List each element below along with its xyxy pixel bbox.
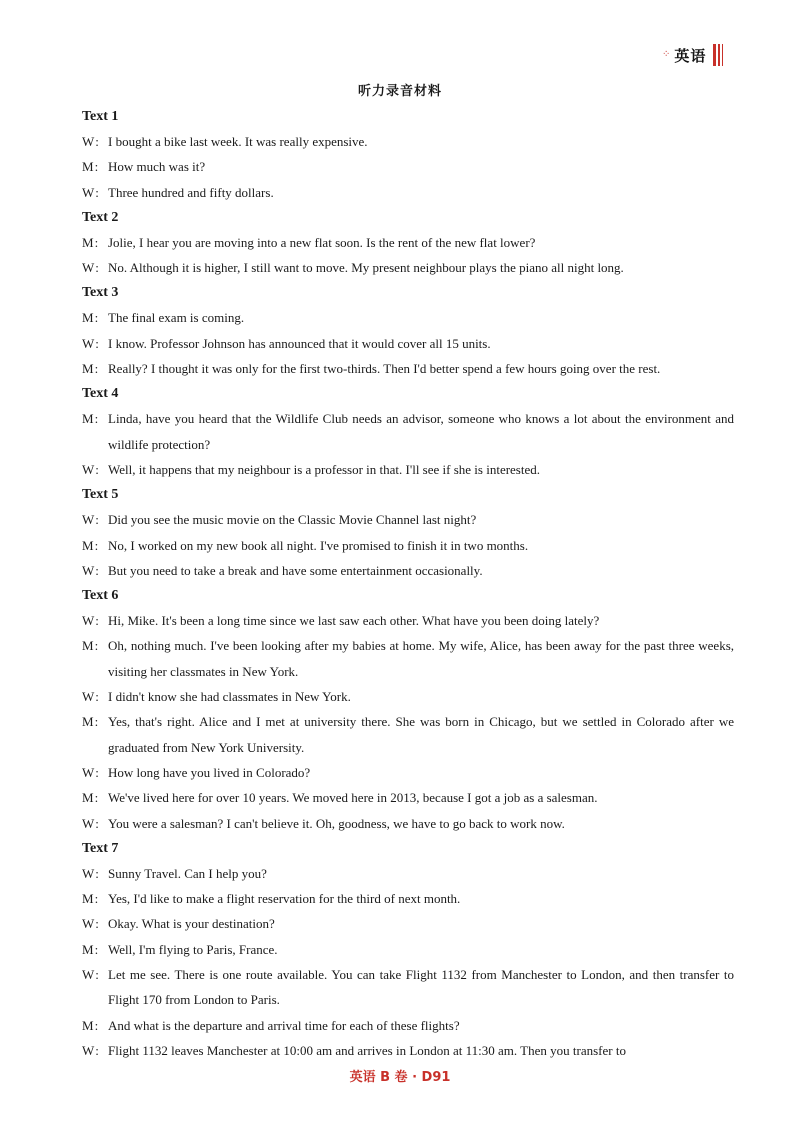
dialogue-line [82, 886, 734, 911]
speaker-name: W [82, 461, 95, 477]
speaker-label: M: [82, 638, 99, 654]
speaker-label: W: [82, 335, 99, 351]
section-heading: Text 2 [82, 209, 119, 225]
transcript-section [82, 381, 734, 482]
line-text: Really? I thought it was only for the first two-thirds. Then I'd better spend a few hours going over the rest. [108, 361, 661, 377]
speaker-name: W [82, 335, 95, 351]
dialogue-line [82, 154, 734, 179]
dialogue-line [82, 861, 734, 886]
speaker-label: W: [82, 184, 99, 200]
speaker-name: W [82, 865, 95, 881]
speaker-name: W [82, 764, 95, 780]
line-text: How long have you lived in Colorado? [108, 764, 311, 780]
dialogue-line [82, 760, 734, 785]
page-title: 听力录音材料 [357, 84, 442, 99]
line-text: Hi, Mike. It's been a long time since we last saw each other. What have you been doing lately? [108, 613, 600, 629]
line-text: Well, I'm flying to Paris, France. [108, 941, 278, 957]
line-text: Okay. What is your destination? [108, 916, 275, 932]
speaker-name: M [82, 361, 94, 377]
line-text: Well, it happens that my neighbour is a professor in that. I'll see if she is interested. [108, 461, 541, 477]
speaker-label: W: [82, 764, 99, 780]
speaker-name: M [82, 234, 94, 250]
dialogue-line [82, 709, 734, 760]
speaker-label: W: [82, 689, 99, 705]
dialogue-line [82, 911, 734, 936]
section-heading: Text 4 [82, 386, 119, 402]
speaker-name: W [82, 815, 95, 831]
dialogue-line [82, 811, 734, 836]
line-text: I know. Professor Johnson has announced that it would cover all 15 units. [108, 335, 491, 351]
speaker-label: W: [82, 260, 99, 276]
speaker-label: M: [82, 1017, 99, 1033]
transcript-section [82, 482, 734, 583]
dialogue-line [82, 457, 734, 482]
line-text: Three hundred and fifty dollars. [108, 184, 274, 200]
section-heading: Text 6 [82, 588, 119, 604]
speaker-label: W: [82, 134, 99, 149]
dialogue-line [82, 1013, 734, 1038]
speaker-label: M: [82, 790, 99, 806]
subject-label: 英语 [674, 46, 707, 65]
speaker-name: W [82, 260, 95, 276]
line-text: Sunny Travel. Can I help you? [108, 865, 267, 881]
line-text: And what is the departure and arrival time for each of these flights? [108, 1017, 460, 1033]
speaker-name: W [82, 613, 95, 629]
dialogue-line [82, 558, 734, 583]
speaker-name: W [82, 134, 95, 149]
dialogue-line [82, 1038, 734, 1063]
speaker-name: M [82, 638, 94, 654]
dialogue-line [82, 533, 734, 558]
transcript-section [82, 583, 734, 836]
line-text: Yes, I'd like to make a flight reservation for the third of next month. [108, 891, 461, 907]
speaker-name: W [82, 184, 95, 200]
dialogue-line [82, 180, 734, 205]
line-text: The final exam is coming. [108, 310, 245, 326]
dialogue-line [82, 785, 734, 810]
line-text: Flight 1132 leaves Manchester at 10:00 am and arrives in London at 11:30 am. Then you transfer to [108, 1042, 626, 1058]
line-text: But you need to take a break and have some entertainment occasionally. [108, 562, 483, 578]
subject-tab [662, 44, 723, 66]
transcript-section [82, 836, 734, 1063]
line-text: You were a salesman? I can't believe it. Oh, goodness, we have to go back to work now. [108, 815, 565, 831]
line-text: Let me see. There is one route available. You can take Flight 1132 from Manchester to London, and then transfer to Flight 170 from London to Paris. [108, 967, 734, 1008]
speaker-label: W: [82, 613, 99, 629]
speaker-name: M [82, 1017, 94, 1033]
speaker-label: M: [82, 310, 99, 326]
line-text: I didn't know she had classmates in New York. [108, 689, 351, 705]
line-text: Oh, nothing much. I've been looking after my babies at home. My wife, Alice, has been away for the past three weeks, visiting her classmates in New York. [108, 638, 734, 679]
transcript-section [82, 205, 734, 281]
line-text: Linda, have you heard that the Wildlife Club needs an advisor, someone who knows a lot about the environment and wildlife protection? [108, 411, 734, 452]
line-text: We've lived here for over 10 years. We moved here in 2013, because I got a job as a salesman. [108, 790, 598, 806]
section-heading: Text 7 [82, 840, 119, 856]
speaker-label: M: [82, 361, 99, 377]
dialogue-line [82, 507, 734, 532]
transcript-section [82, 280, 734, 381]
speaker-name: W [82, 967, 95, 983]
speaker-name: M [82, 310, 94, 326]
speaker-name: W [82, 512, 95, 528]
speaker-name: M [82, 537, 94, 553]
line-text: I bought a bike last week. It was really expensive. [108, 134, 368, 149]
tab-bars-icon [713, 44, 723, 66]
transcript-content [82, 104, 734, 1063]
speaker-label: W: [82, 512, 99, 528]
speaker-label: M: [82, 234, 99, 250]
dialogue-line [82, 129, 734, 154]
speaker-name: M [82, 790, 94, 806]
speaker-name: M [82, 714, 94, 730]
speaker-name: W [82, 689, 95, 705]
speaker-name: M [82, 159, 94, 175]
line-text: No. Although it is higher, I still want to move. My present neighbour plays the piano all night long. [108, 260, 624, 276]
dialogue-line [82, 937, 734, 962]
dialogue-line [82, 305, 734, 330]
speaker-label: W: [82, 865, 99, 881]
speaker-label: M: [82, 159, 99, 175]
speaker-label: M: [82, 891, 99, 907]
speaker-label: W: [82, 815, 99, 831]
speaker-label: M: [82, 411, 99, 427]
dialogue-line [82, 633, 734, 684]
speaker-name: M [82, 941, 94, 957]
line-text: How much was it? [108, 159, 206, 175]
dialogue-line [82, 356, 734, 381]
speaker-label: W: [82, 562, 99, 578]
dialogue-line [82, 331, 734, 356]
section-heading: Text 5 [82, 487, 119, 503]
speaker-label: W: [82, 967, 99, 983]
speaker-label: M: [82, 941, 99, 957]
section-heading: Text 1 [82, 109, 119, 124]
speaker-label: M: [82, 714, 99, 730]
speaker-label: W: [82, 461, 99, 477]
speaker-label: W: [82, 916, 99, 932]
speaker-name: W [82, 562, 95, 578]
speaker-name: W [82, 916, 95, 932]
dialogue-line [82, 255, 734, 280]
line-text: Jolie, I hear you are moving into a new flat soon. Is the rent of the new flat lower? [108, 234, 536, 250]
dialogue-line [82, 406, 734, 457]
dialogue-line [82, 608, 734, 633]
transcript-section [82, 104, 734, 205]
dialogue-line [82, 230, 734, 255]
speaker-name: M [82, 891, 94, 907]
dialogue-line [82, 684, 734, 709]
speaker-name: M [82, 411, 94, 427]
line-text: No, I worked on my new book all night. I've promised to finish it in two months. [108, 537, 529, 553]
page-footer: 英语 B 卷 · D91 [349, 1070, 451, 1085]
line-text: Yes, that's right. Alice and I met at university there. She was born in Chicago, but we settled in Colorado after we graduated from New York University. [108, 714, 734, 755]
speaker-label: W: [82, 1042, 99, 1058]
section-heading: Text 3 [82, 285, 119, 301]
dialogue-line [82, 962, 734, 1013]
speaker-label: M: [82, 537, 99, 553]
speaker-name: W [82, 1042, 95, 1058]
decorative-dots-icon: ⁘ [662, 49, 671, 60]
line-text: Did you see the music movie on the Classic Movie Channel last night? [108, 512, 477, 528]
